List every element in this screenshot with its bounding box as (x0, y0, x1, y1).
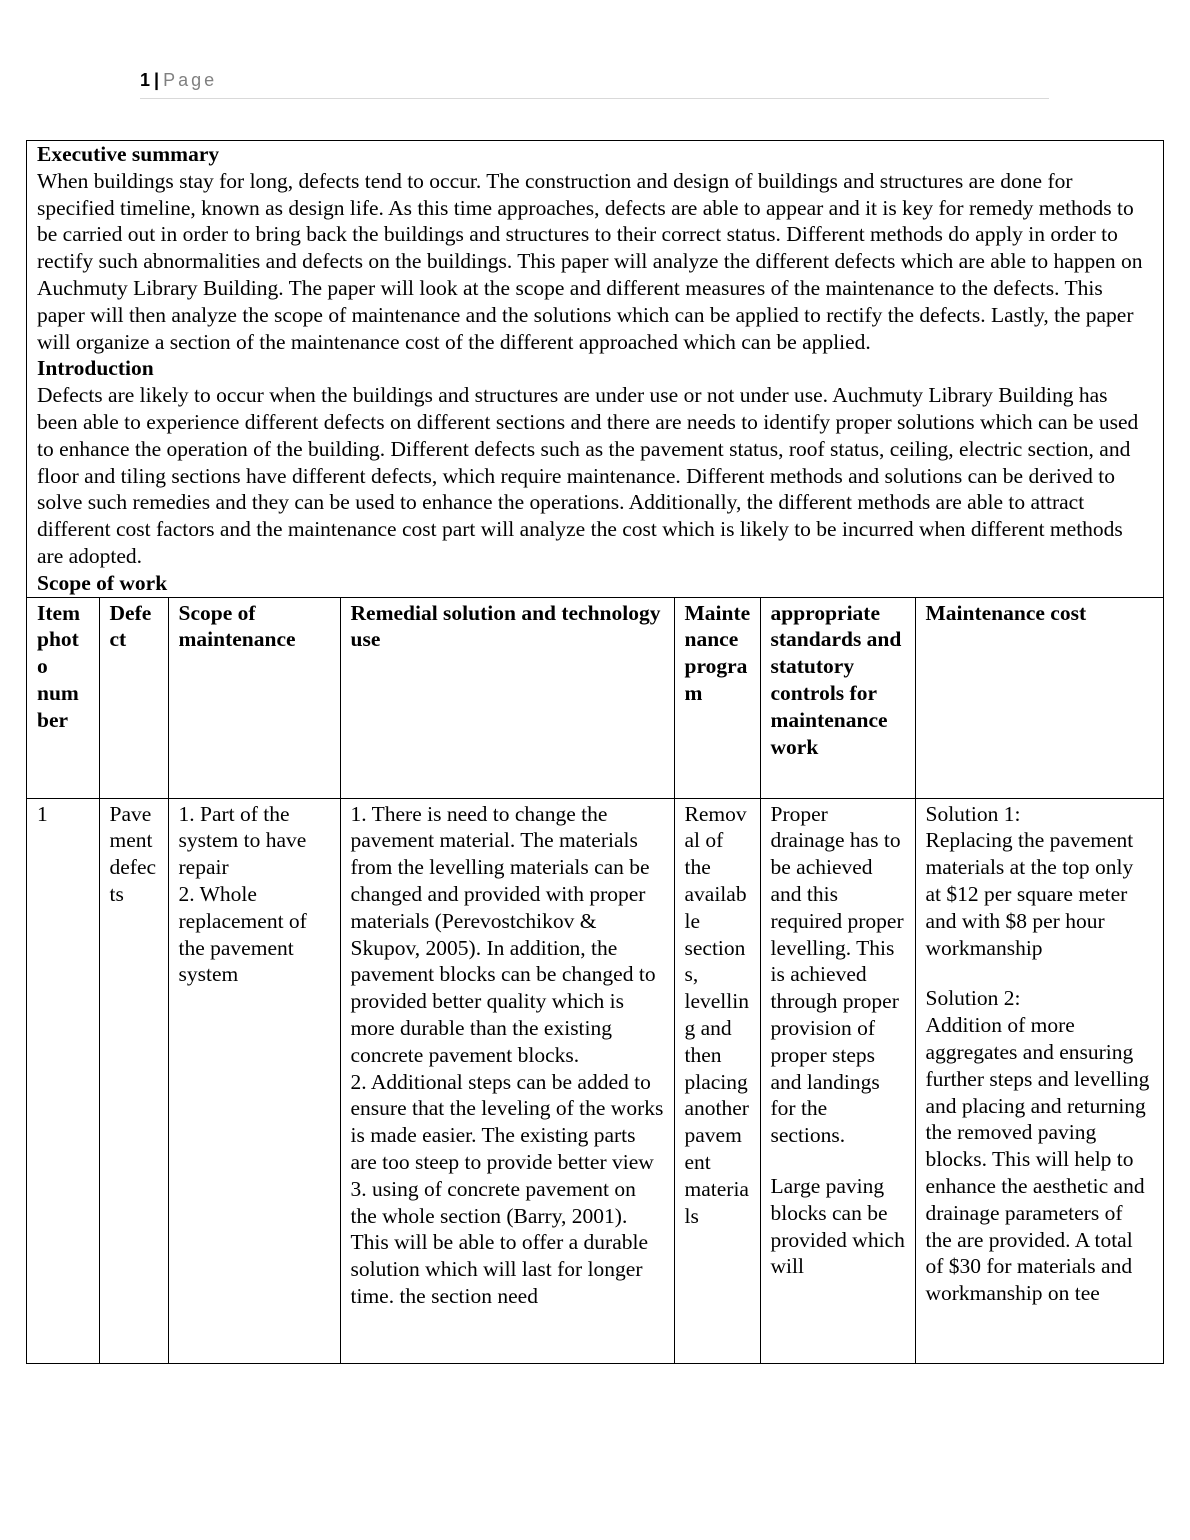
page-separator: | (154, 70, 160, 90)
col-header-item: Item photo number (27, 597, 99, 798)
cell-defect: Pavement defects (99, 798, 168, 1363)
col-header-standards: appropriate standards and statutory controls for maintenance work (760, 597, 915, 798)
cell-program: Removal of the available sections, levelling and then placing another pavement materials (674, 798, 760, 1363)
cost-solution-2-label: Solution 2: (925, 986, 1021, 1011)
cell-remedial (340, 798, 674, 1363)
remedial-point-3: 3. using of concrete pavement on the whole section (Barry, 2001). This will be able to offer a durable solution which will last for longer time. the section need (350, 1176, 649, 1308)
cost-solution-1-text: Replacing the pavement materials at the top only at $12 per square meter and with $8 per hour workmanship (925, 828, 1134, 960)
table-header-row (27, 597, 1163, 798)
cost-solution-2-text: Addition of more aggregates and ensuring further steps and levelling and placing and returning the removed paving blocks. This will help to enhance the aesthetic and drainage parameters of the are provided. A total of $30 for materials and workmanship on tee (925, 1013, 1150, 1306)
introduction-body: Defects are likely to occur when the buildings and structures are under use or not under use. Auchmuty Library Building has been able to experience different defects on different sections and there are needs to identify proper solutions which can be used to enhance the operation of the building. Different defects such as the pavement status, roof status, ceiling, electric section, and floor and tiling sections have different defects, which require maintenance. Different methods and solutions can be derived to solve such remedies and they can be used to enhance the operations. Additionally, the different methods are able to attract different cost factors and the maintenance cost part will analyze the cost which is likely to be incurred when different methods are adopted. (37, 383, 1139, 568)
standards-para-1: Proper drainage has to be achieved and this required proper levelling. This is achieved through proper provision of proper steps and landings for the sections. (770, 801, 904, 1148)
executive-summary-heading: Executive summary (37, 142, 220, 166)
col-header-program: Maintenance program (674, 597, 760, 798)
page-header (140, 70, 1049, 99)
col-header-remedial: Remedial solution and technology use (340, 597, 674, 798)
col-header-scope: Scope of maintenance (168, 597, 340, 798)
introduction-heading: Introduction (37, 356, 154, 381)
standards-spacer (771, 1149, 906, 1173)
remedial-point-2: 2. Additional steps can be added to ensure that the leveling of the works is made easier. The existing parts are too steep to provide better view (350, 1069, 664, 1174)
col-header-cost: Maintenance cost (915, 597, 1163, 798)
cell-standards (760, 798, 915, 1363)
scope-line-1: 1. Part of the system to have repair (178, 801, 307, 880)
cost-solution-1-label: Solution 1: (925, 801, 1021, 826)
scope-of-work-heading: Scope of work (37, 570, 168, 595)
scope-line-2: 2. Whole replacement of the pavement system (178, 881, 307, 987)
standards-para-2: Large paving blocks can be provided which will (770, 1173, 905, 1279)
remedial-point-1: 1. There is need to change the pavement material. The materials from the levelling materials can be changed and provided with proper materials (Perevostchikov & Skupov, 2005). In addition, the pavement blocks can be changed to provided better quality which is more durable than the existing concrete pavement blocks. (350, 801, 656, 1067)
cost-spacer (926, 961, 1155, 985)
col-header-defect: Defect (99, 597, 168, 798)
table-row (27, 798, 1163, 1363)
intro-section (27, 141, 1163, 597)
page-number: 1 (140, 70, 151, 90)
page-word: Page (163, 70, 218, 90)
cell-scope (168, 798, 340, 1363)
executive-summary-body: When buildings stay for long, defects tend to occur. The construction and design of buildings and structures are done for specified timeline, known as design life. As this time approaches, defects are able to appear and it is key for remedy methods to be carried out in order to bring back the buildings and structures to their correct status. Different methods do apply in order to rectify such abnormalities and defects on the buildings. This paper will analyze the different defects which are able to happen on Auchmuty Library Building. The paper will look at the scope and different measures of the maintenance to the defects. This paper will then analyze the scope of maintenance and the solutions which can be applied to rectify the defects. Lastly, the paper will organize a section of the maintenance cost of the different approached which can be applied. (37, 168, 1143, 354)
document-frame (26, 140, 1164, 1364)
cell-item-number: 1 (27, 798, 99, 1363)
scope-of-work-table (27, 597, 1163, 1363)
cell-cost (915, 798, 1163, 1363)
